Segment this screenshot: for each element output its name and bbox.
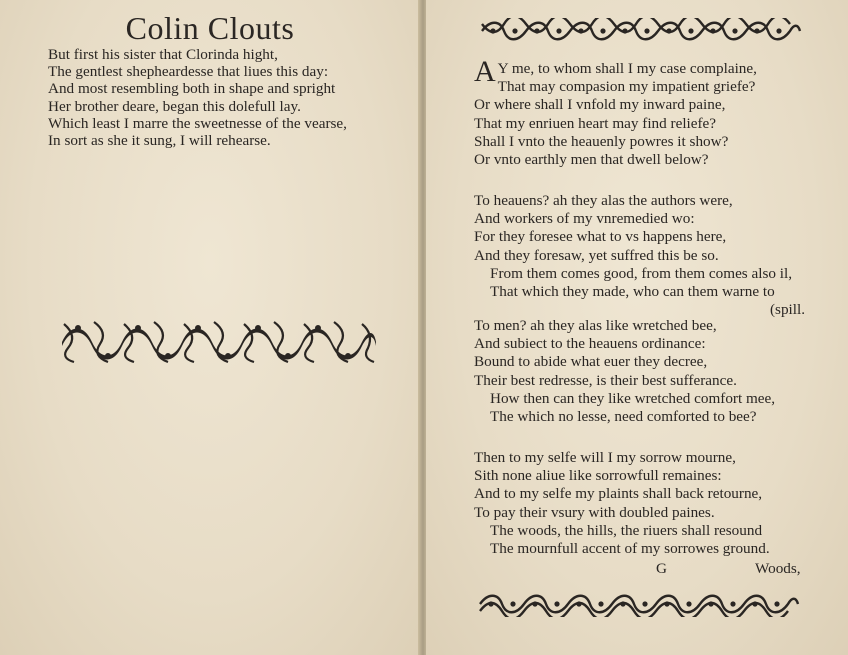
verse-line: How then can they like wretched comfort mee, bbox=[490, 389, 776, 407]
left-verse-block bbox=[48, 46, 347, 149]
verse-line: For they foresee what to vs happens here, bbox=[474, 228, 727, 246]
verse-line: To men? ah they alas like wretched bee, bbox=[474, 317, 717, 334]
verse-line: That my enriuen heart may find reliefe? bbox=[474, 114, 717, 132]
verse-line: Then to my selfe will I my sorrow mourne, bbox=[474, 449, 736, 466]
verse-line: Shall I vnto the heauenly powres it show? bbox=[474, 132, 729, 150]
verse-line: The mournfull accent of my sorrowes ground. bbox=[490, 540, 770, 558]
verse-line: To pay their vsury with doubled paines. bbox=[474, 503, 715, 521]
stanza-3 bbox=[474, 317, 775, 426]
running-head: Colin Clouts bbox=[125, 10, 295, 46]
left-page bbox=[0, 0, 420, 655]
stanza-4 bbox=[474, 449, 770, 558]
verse-line: Bound to abide what euer they decree, bbox=[474, 353, 708, 371]
verse-line: The gentlest shepheardesse that liues this day: bbox=[48, 63, 329, 81]
verse-line: And they foresaw, yet suffred this be so. bbox=[474, 246, 719, 264]
verse-line: But first his sister that Clorinda hight, bbox=[48, 46, 278, 63]
verse-line: That which they made, who can them warne to bbox=[490, 283, 775, 301]
catchword: Woods, bbox=[755, 560, 801, 577]
verse-line: Which least I marre the sweetnesse of the vearse, bbox=[48, 114, 347, 132]
verse-line: And to my selfe my plaints shall back retourne, bbox=[474, 485, 763, 503]
signature-mark: G bbox=[656, 560, 667, 577]
verse-line: Sith none aliue like sorrowfull remaines: bbox=[474, 467, 722, 485]
stanza-2 bbox=[474, 192, 805, 319]
headpiece-ornament bbox=[480, 18, 802, 44]
verse-line: Her brother deare, began this dolefull lay. bbox=[48, 97, 301, 115]
drop-cap: A bbox=[474, 55, 496, 88]
tailpiece-ornament bbox=[478, 591, 800, 617]
verse-line: Their best redresse, is their best sufferance. bbox=[474, 371, 737, 389]
verse-line: In sort as she it sung, I will rehearse. bbox=[48, 132, 271, 150]
verse-line: And subiect to the heauens ordinance: bbox=[474, 335, 706, 353]
verse-line: The which no lesse, need comforted to bee? bbox=[490, 408, 757, 426]
verse-line: To heauens? ah they alas the authors were, bbox=[474, 192, 733, 209]
verse-line: And workers of my vnremedied wo: bbox=[474, 210, 695, 228]
verse-line: Or vnto earthly men that dwell below? bbox=[474, 151, 709, 169]
turnover-line: (spill. bbox=[770, 301, 806, 319]
verse-line: From them comes good, from them comes also il, bbox=[490, 264, 793, 282]
verse-line: That may compasion my impatient griefe? bbox=[497, 78, 756, 96]
verse-line: Or where shall I vnfold my inward paine, bbox=[474, 96, 726, 114]
printers-ornament bbox=[58, 318, 380, 366]
verse-line: And most resembling both in shape and spright bbox=[48, 80, 336, 98]
stanza-1 bbox=[474, 55, 757, 169]
right-page bbox=[426, 0, 848, 655]
verse-line: The woods, the hills, the riuers shall resound bbox=[490, 521, 763, 539]
verse-line: A Y me, to whom shall I my case complaine, bbox=[474, 55, 757, 88]
